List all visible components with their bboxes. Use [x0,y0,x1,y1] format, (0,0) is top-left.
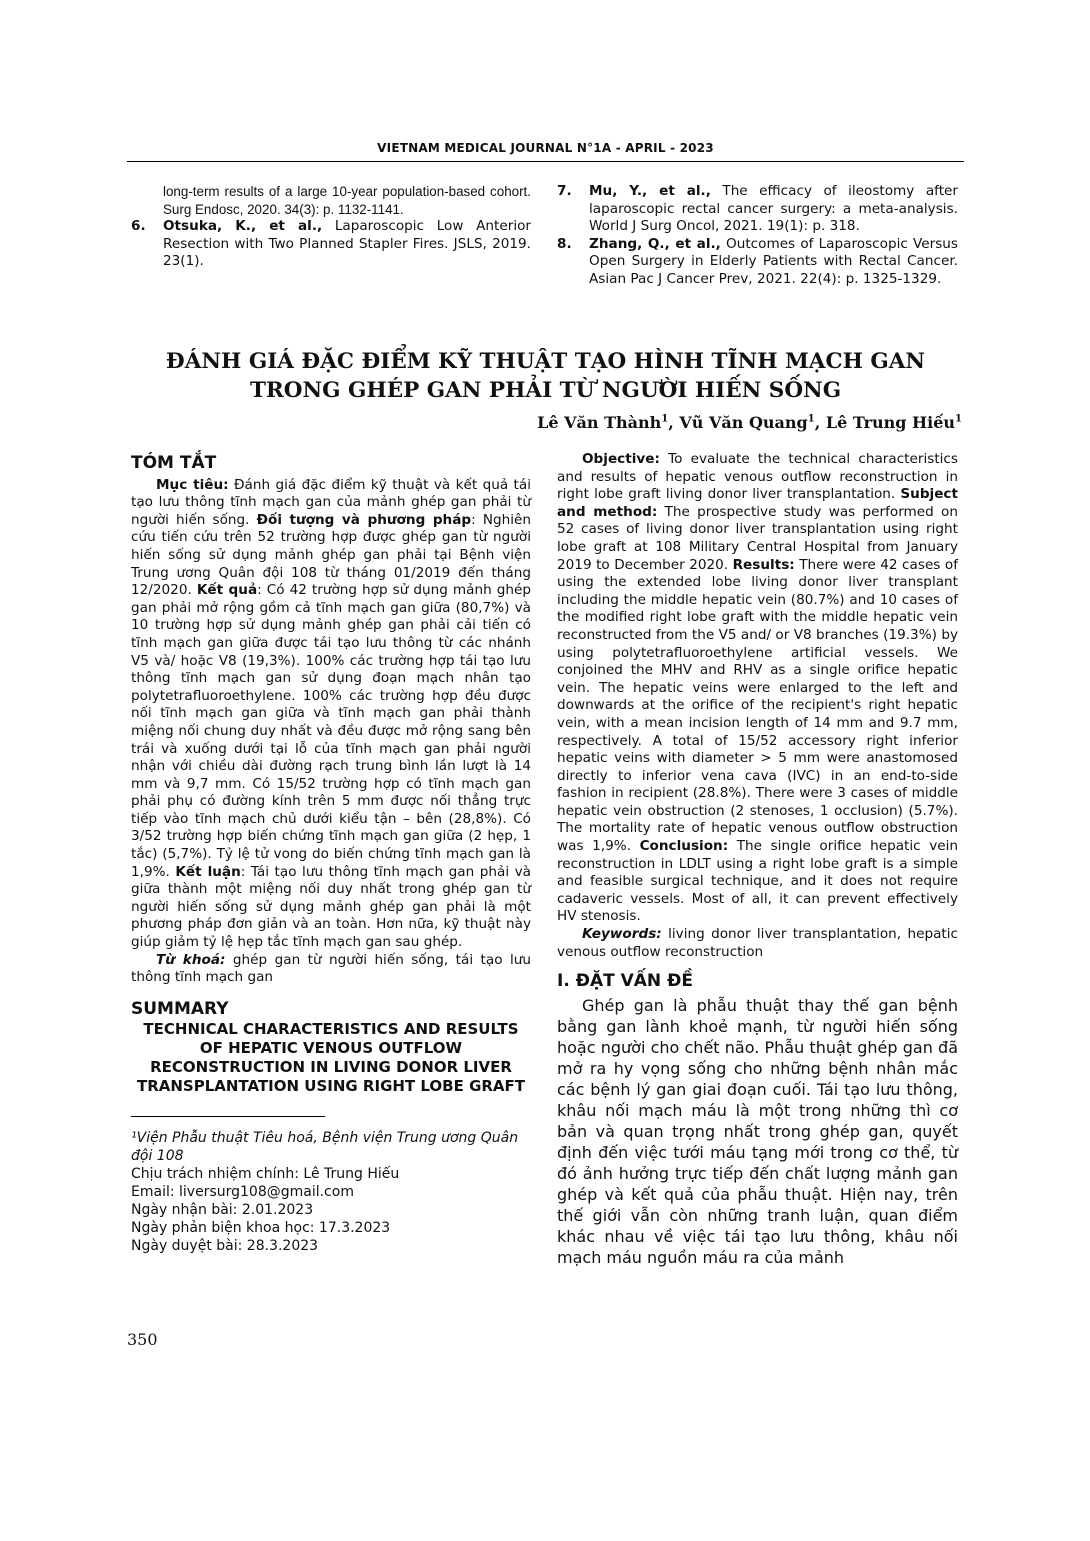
page-number: 350 [127,1330,158,1349]
author-name: Lê Văn Thành [537,413,662,432]
label-doi-tuong: Đối tượng và phương pháp [256,511,472,528]
reference-authors: Zhang, Q., et al., [589,235,721,252]
text-subject: The prospective study was performed on 52 cases of living donor liver transplantation using right lobe graft at 108 Military Central Hospital from January 2019 to December 2020. [557,503,958,573]
right-column [557,451,958,1268]
footnote-reviewed: Ngày phản biện khoa học: 17.3.2023 [131,1220,391,1237]
references-right [557,183,958,289]
author-name: Vũ Văn Quang [679,413,808,432]
abstract-vi-body [131,477,531,952]
text-keywords: living donor liver transplantation, hepatic venous outflow reconstruction [557,926,958,960]
reference-text: long-term results of a large 10-year population-based cohort. Surg Endosc, 2020. 34(3): p. 1132-1141. [163,184,531,217]
title-line-1: ĐÁNH GIÁ ĐẶC ĐIỂM KỸ THUẬT TẠO HÌNH TĨNH MẠCH GAN [165,349,926,374]
text-objective: To evaluate the technical characteristics and results of hepatic venous outflow reconstruction in right lobe graft living donor liver transplantation. [557,451,958,503]
reference-5-continued [131,183,531,218]
text-tu-khoa: ghép gan từ người hiến sống, tái tạo lưu thông tĩnh mạch gan [131,951,531,986]
reference-authors: Mu, Y., et al., [589,183,711,199]
label-muc-tieu: Mục tiêu: [156,476,229,493]
article-title [127,347,964,405]
summary-heading: SUMMARY [131,998,229,1019]
label-results: Results: [732,556,795,573]
text-ket-qua: : Có 42 trường hợp sử dụng mảnh ghép gan phải mở rộng gồm cả tĩnh mạch gan giữa (80,7%) và 10 trường hợp sử dụng mảnh ghép gan phải cải tiến có tĩnh mạch gan giữa được tái tạo lưu thông từ các nhánh V5 và/ hoặc V8 (19,3%). 100% các trường hợp tái tạo lưu thông tĩnh mạch gan sử dụng đoạn mạch nhân tạo polytetrafluoroethylene. 100% các trường hợp đều được nối tĩnh mạch gan giữa và tĩnh mạch gan phải thành miệng nối chung duy nhất và đều được mở rộng sang bên trái và xuống dưới tại lỗ của tĩnh mạch gan phải người nhận với chiều dài đường rạch trung bình lần lượt là 14 mm và 9,7 mm. Có 15/52 trường hợp có tĩnh mạch gan phải phụ có đường kính trên 5 mm được nối thẳng trực tiếp vào tĩnh mạch chủ dưới kiểu tận – bên (28,8%). Có 3/52 trường hợp biến chứng tĩnh mạch gan giữa (2 hẹp, 1 tắc) (5,7%). Tỷ lệ tử vong do biến chứng tĩnh mạch gan là 1,9%. [131,582,531,880]
label-tu-khoa: Từ khoá: [156,951,226,968]
intro-body: Ghép gan là phẫu thuật thay thế gan bệnh bằng gan lành khoẻ mạnh, từ người hiến sống hoặc người cho chết não. Phẫu thuật ghép gan đã mở ra hy vọng sống cho những bệnh nhân mắc các bệnh lý gan giai đoạn cuối. Tái tạo lưu thông, khâu nối mạch máu là một trong những thì cơ bản và quan trọng nhất trong ghép gan, quyết định đến việc tưới máu tạng mới trong cơ thể, từ đó ảnh hưởng trực tiếp đến chất lượng mảnh gan ghép và kết quả của phẫu thuật. Hiện nay, trên thế giới vẫn còn những tranh luận, quan điểm khác nhau về việc tái tạo lưu thông, khâu nối mạch máu nguồn máu ra của mảnh [557,995,958,1267]
reference-number: 8. [557,235,572,252]
summary-title: TECHNICAL CHARACTERISTICS AND RESULTS OF HEPATIC VENOUS OUTFLOW RECONSTRUCTION IN LIVING DONOR LIVER TRANSPLANTATION USING RIGHT LOBE GRAFT [136,1020,526,1096]
text-ket-luan: : Tái tạo lưu thông tĩnh mạch gan phải và giữa thành một miệng nối duy nhất trong ghép gan từ người hiến sống sử dụng mảnh ghép gan phải là một phương pháp đơn giản và an toàn. Hơn nữa, kỹ thuật này giúp giảm tỷ lệ hẹp tắc tĩnh mạch gan sau ghép. [131,863,531,951]
abstract-en-body [557,451,958,926]
label-keywords: Keywords: [582,926,662,943]
footnote-affiliation: ¹Viện Phẫu thuật Tiêu hoá, Bệnh viện Trung ương Quân đội 108 [131,1130,519,1165]
label-subject: Subject and method: [557,486,958,520]
text-conclusion: The single orifice hepatic vein reconstruction in LDLT using a right lobe graft is a simple and feasible surgical technique, and it does not require cadaveric vessels. Most of all, it can prevent effectively HV stenosis. [557,838,958,925]
reference-text: Outcomes of Laparoscopic Versus Open Surgery in Elderly Patients with Rectal Cancer. Asian Pac J Cancer Prev, 2021. 22(4): p. 1325-1329. [589,235,958,287]
author-affiliation-mark: 1 [955,413,962,425]
text-muc-tieu: Đánh giá đặc điểm kỹ thuật và kết quả tái tạo lưu thông tĩnh mạch gan của mảnh ghép gan phải từ người hiến sống. [131,476,531,528]
footnote-responsible: Chịu trách nhiệm chính: Lê Trung Hiếu [131,1166,400,1183]
footnote-email: Email: liversurg108@gmail.com [131,1184,354,1201]
footnote-received: Ngày nhận bài: 2.01.2023 [131,1202,314,1219]
text-results: There were 42 cases of using the extended lobe living donor liver transplant including the middle hepatic vein (80.7%) and 10 cases of the modified right lobe graft with the middle hepatic vein reconstructed from the V5 and/ or V8 branches (19.3%) by using polytetrafluoroethylene artificial vessels. We conjoined the MHV and RHV as a single orifice hepatic vein. The hepatic veins were enlarged to the left and downwards at the orifice of the recipient's right hepatic vein, with a mean incision length of 14 mm and 9.7 mm, respectively. A total of 15/52 accessory right inferior hepatic veins with diameter > 5 mm were anastomosed directly to inferior vena cava (IVC) in an end-to-side fashion in recipient (28.8%). There were 3 cases of middle hepatic vein obstruction (2 stenoses, 1 occlusion) (5.7%). The mortality rate of hepatic venous outflow obstruction was 1,9%. [557,556,958,855]
title-line-2: TRONG GHÉP GAN PHẢI TỪ NGƯỜI HIẾN SỐNG [249,378,842,403]
references-left [131,183,531,271]
label-ket-qua: Kết quả [196,582,258,599]
reference-text: Laparoscopic Low Anterior Resection with Two Planned Stapler Fires. JSLS, 2019. 23(1). [163,218,531,270]
reference-authors: Otsuka, K., et al., [163,218,323,235]
footnotes [131,1129,531,1255]
keywords-vi [131,952,531,987]
label-objective: Objective: [582,451,660,467]
text-doi-tuong: : Nghiên cứu tiến cứu trên 52 trường hợp được ghép gan từ người hiến sống sử dụng mảnh ghép gan phải tại Bệnh viện Trung ương Quân đội 108 từ tháng 01/2019 đến tháng 12/2020. [131,511,531,599]
intro-heading: I. ĐẶT VẤN ĐỀ [557,971,693,992]
left-column [131,455,531,1255]
label-conclusion: Conclusion: [639,838,729,855]
author-affiliation-mark: 1 [661,413,669,425]
footnote-rule [131,1116,325,1117]
reference-text: The efficacy of ileostomy after laparoscopic rectal cancer surgery: a meta-analysis. World J Surg Oncol, 2021. 19(1): p. 318. [589,183,958,235]
reference-number: 7. [557,183,572,199]
header-rule [127,161,964,162]
footnote-accepted: Ngày duyệt bài: 28.3.2023 [131,1238,319,1255]
reference-8 [557,236,958,289]
abstract-vi-heading: TÓM TẮT [131,453,217,473]
label-ket-luan: Kết luận [175,863,241,880]
reference-6 [131,218,531,271]
author-affiliation-mark: 1 [807,413,815,425]
reference-7 [557,183,958,236]
keywords-en [557,926,958,961]
author-name: Lê Trung Hiếu [825,413,956,432]
journal-header: VIETNAM MEDICAL JOURNAL N°1A - APRIL - 2023 [377,141,714,155]
reference-number: 6. [131,218,146,235]
author-list: Lê Văn Thành$^1$, Vũ Văn Quang$^1$, Lê Trung Hiếu$^1$ [537,413,962,432]
